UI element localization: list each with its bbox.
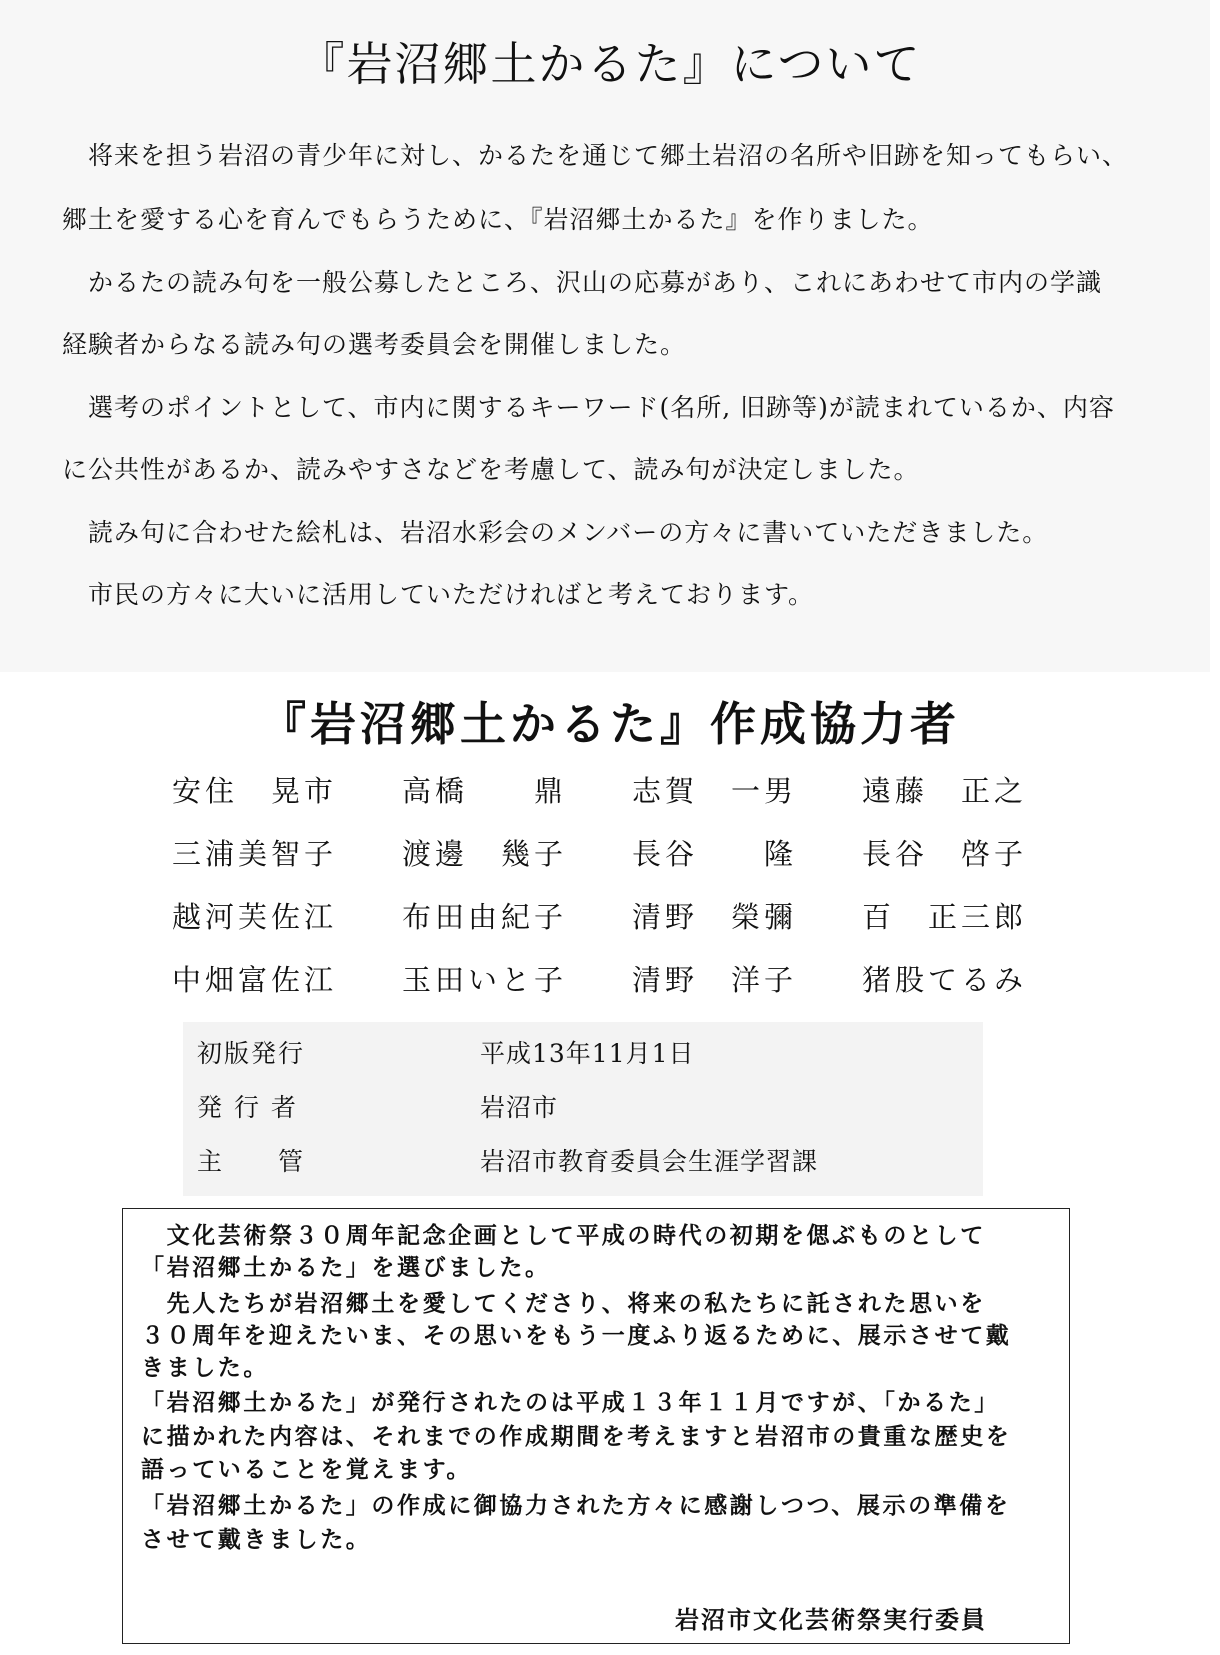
publication-value: 岩沼市 (480, 1093, 559, 1122)
note-line: に描かれた内容は、それまでの作成期間を考えますと岩沼市の貴重な歴史を (141, 1424, 1012, 1450)
about-paragraph-line: 読み句に合わせた絵札は、岩沼水彩会のメンバーの方々に書いていただきました。 (62, 518, 1049, 547)
contributor-name: 遠藤 正之 (862, 774, 1028, 808)
about-paragraph-line: かるたの読み句を一般公募したところ、沢山の応募があり、これにあわせて市内の学識 (62, 268, 1103, 297)
note-line: 語っていることを覚えます。 (141, 1457, 472, 1483)
contributor-name: 清野 洋子 (632, 963, 798, 997)
contributor-name: 百 正三郎 (862, 900, 1028, 934)
contributor-name: 越河芙佐江 (172, 900, 338, 934)
note-line: きました。 (141, 1355, 269, 1381)
note-line: 「岩沼郷土かるた」を選びました。 (141, 1255, 551, 1281)
publication-value: 岩沼市教育委員会生涯学習課 (480, 1147, 819, 1176)
contributors-title: 『岩沼郷土かるた』作成協力者 (260, 697, 960, 751)
about-paragraph-line: 経験者からなる読み句の選考委員会を開催しました。 (62, 330, 687, 359)
about-paragraph-line: 市民の方々に大いに活用していただければと考えております。 (62, 580, 815, 609)
contributor-name: 高橋 鼎 (402, 774, 568, 808)
contributor-name: 志賀 一男 (632, 774, 798, 808)
publication-label: 主 管 (197, 1147, 306, 1176)
publication-label: 初版発行 (197, 1039, 306, 1068)
contributor-name: 中畑富佐江 (172, 963, 338, 997)
contributor-name: 渡邊 幾子 (402, 837, 568, 871)
about-section (0, 0, 1210, 672)
about-paragraph-line: 郷土を愛する心を育んでもらうために、『岩沼郷土かるた』を作りました。 (62, 205, 934, 234)
contributor-name: 玉田いと子 (402, 963, 568, 997)
contributor-name: 猪股てるみ (862, 963, 1028, 997)
about-paragraph-line: に公共性があるか、読みやすさなどを考慮して、読み句が決定しました。 (62, 455, 920, 484)
about-title: 『岩沼郷土かるた』について (298, 37, 922, 91)
about-paragraph-line: 将来を担う岩沼の青少年に対し、かるたを通じて郷土岩沼の名所や旧跡を知ってもらい、 (62, 141, 1129, 170)
contributor-name: 安住 晃市 (172, 774, 338, 808)
contributor-name: 清野 榮彌 (632, 900, 798, 934)
note-line: させて戴きました。 (141, 1527, 372, 1553)
note-line: ３０周年を迎えたいま、その思いをもう一度ふり返るために、展示させて戴 (141, 1323, 1012, 1349)
contributor-name: 布田由紀子 (402, 900, 568, 934)
contributors-grid (172, 775, 1052, 997)
note-line: 「岩沼郷土かるた」が発行されたのは平成１３年１１月ですが、「かるた」 (141, 1390, 1000, 1416)
note-line: 「岩沼郷土かるた」の作成に御協力された方々に感謝しつつ、展示の準備を (141, 1493, 1011, 1519)
about-paragraph-line: 選考のポイントとして、市内に関するキーワード(名所, 旧跡等)が読まれているか、内容 (62, 393, 1115, 422)
note-box (122, 1208, 1070, 1644)
publication-label: 発 行 者 (197, 1093, 298, 1122)
note-line: 先人たちが岩沼郷土を愛してくださり、将来の私たちに託された思いを (141, 1291, 986, 1317)
note-signature: 岩沼市文化芸術祭実行委員 (675, 1606, 987, 1634)
contributor-name: 三浦美智子 (172, 837, 338, 871)
contributor-name: 長谷 啓子 (862, 837, 1028, 871)
publication-value: 平成13年11月1日 (480, 1039, 695, 1068)
publication-info (183, 1022, 983, 1196)
contributor-name: 長谷 隆 (632, 837, 798, 871)
note-line: 文化芸術祭３０周年記念企画として平成の時代の初期を偲ぶものとして (141, 1223, 986, 1249)
